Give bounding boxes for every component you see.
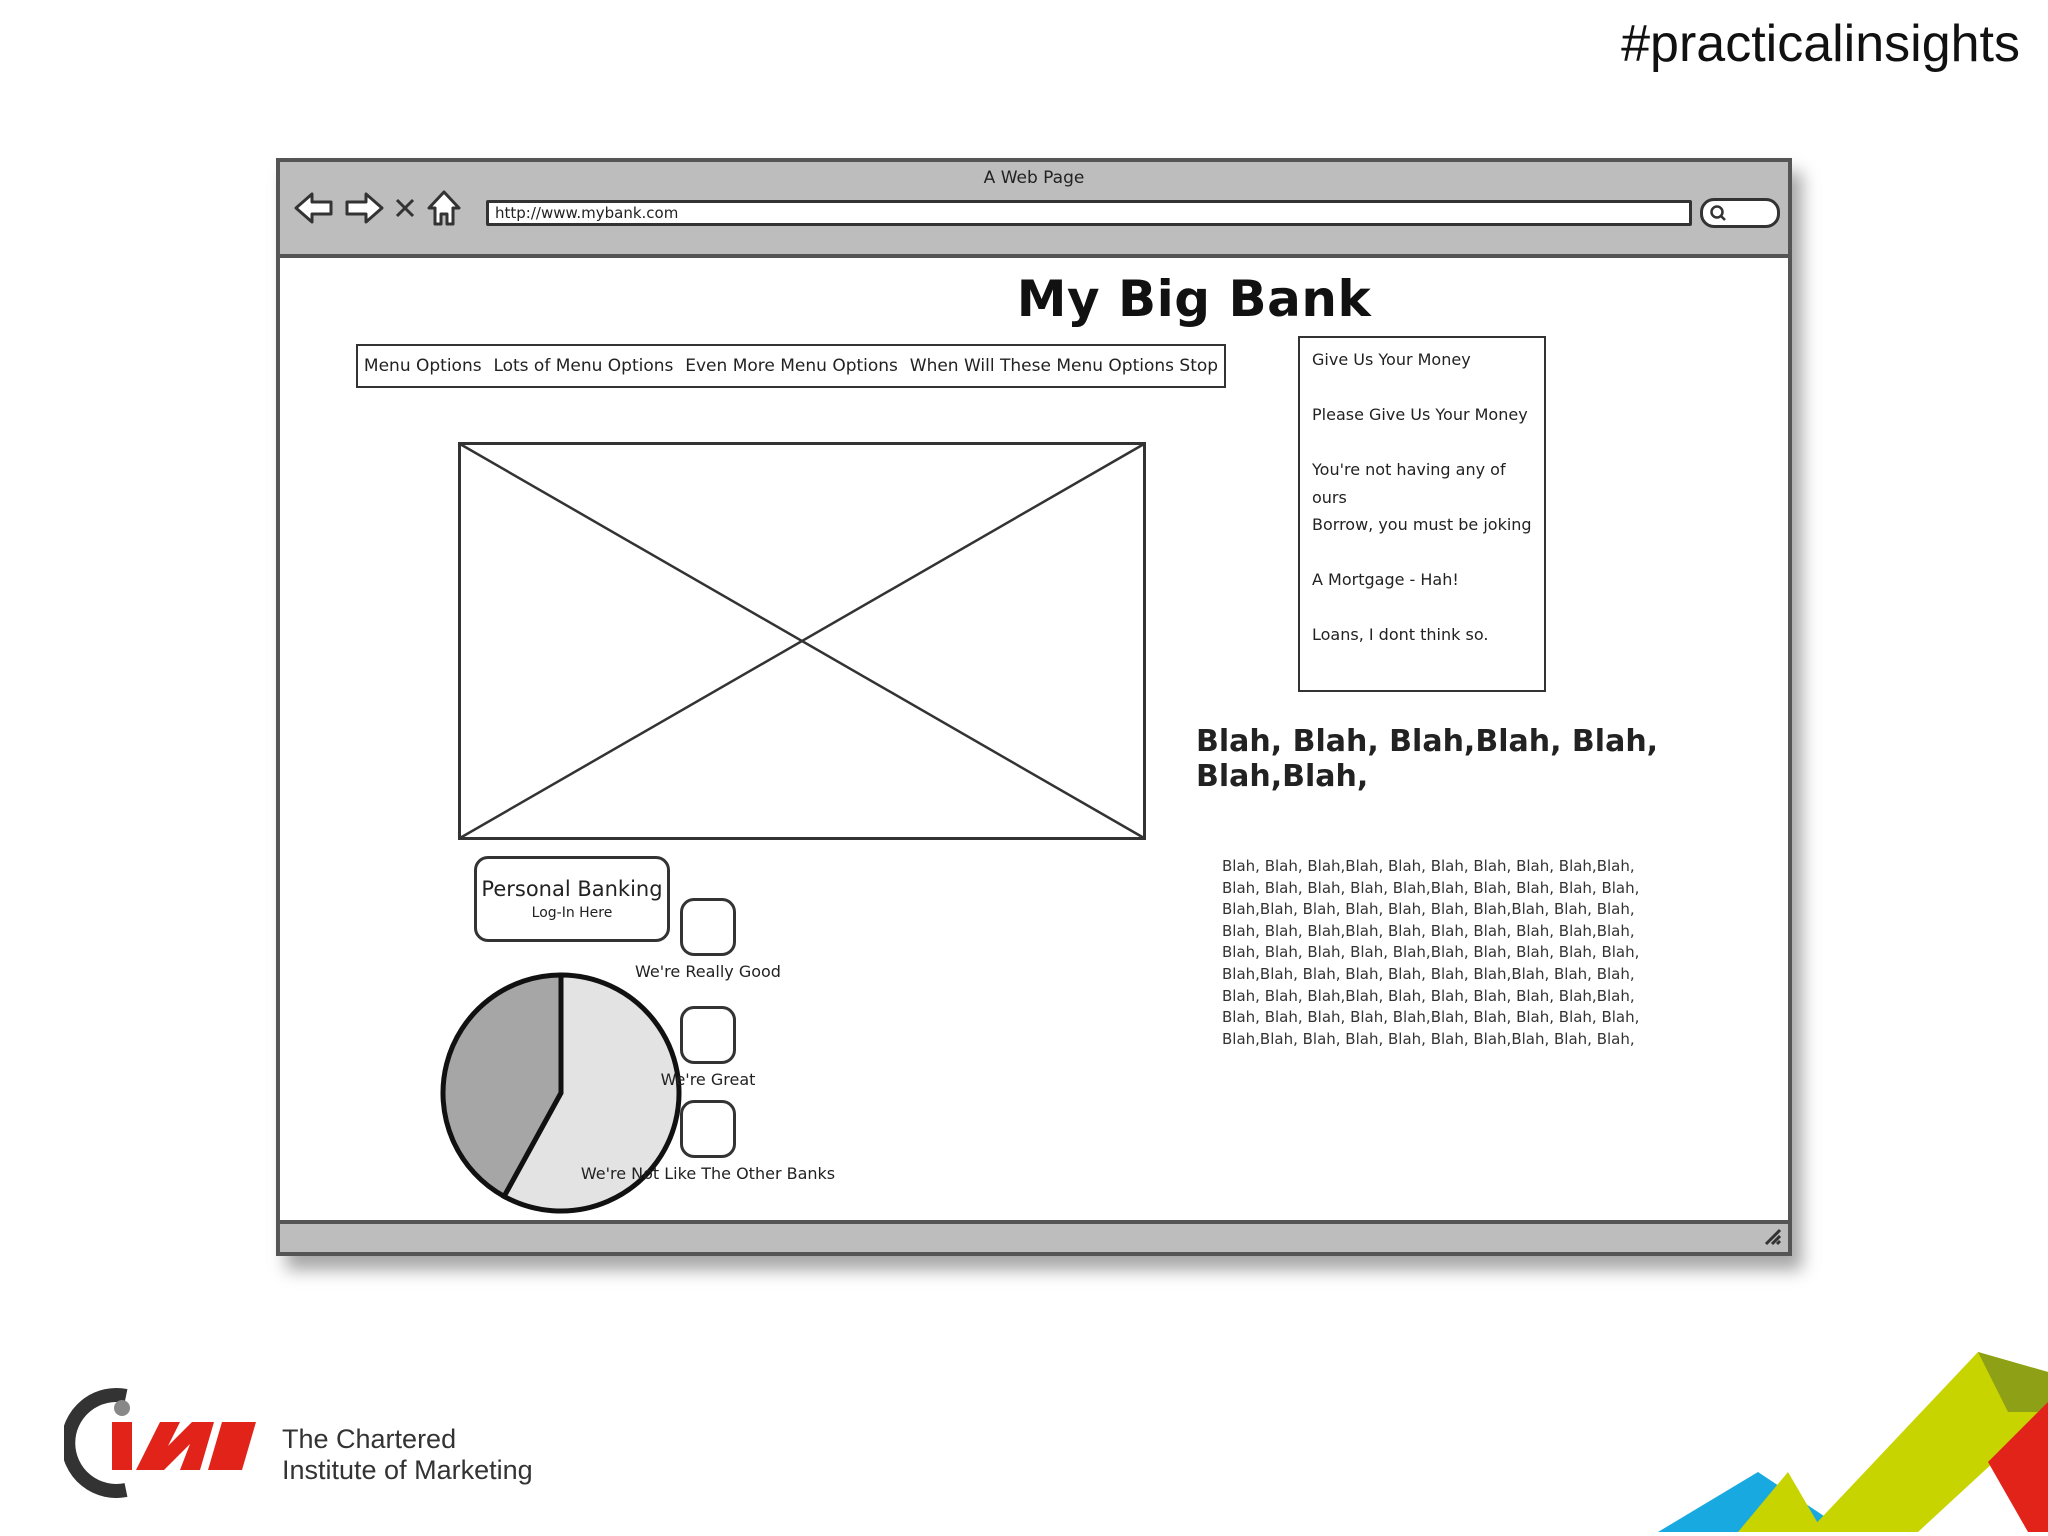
main-menu: [356, 344, 1226, 388]
browser-titlebar: [280, 162, 1788, 258]
browser-statusbar: [280, 1220, 1788, 1252]
login-title: Personal Banking: [481, 877, 663, 901]
menu-item-lots-of-options[interactable]: Lots of Menu Options: [493, 356, 674, 376]
paragraph-line: Blah, Blah, Blah, Blah, Blah,Blah, Blah, Blah, Blah, Blah,: [1222, 878, 1640, 897]
decorative-corner-shapes: [1588, 1352, 2048, 1536]
menu-item-options[interactable]: Menu Options: [363, 356, 482, 376]
forward-arrow-icon[interactable]: [344, 190, 384, 230]
address-bar[interactable]: http://www.mybank.com: [486, 200, 1692, 226]
side-link[interactable]: Give Us Your Money: [1312, 350, 1471, 369]
feature-not-like-other-banks: [558, 1100, 858, 1183]
side-link[interactable]: You're not having any of ours: [1312, 460, 1506, 507]
hashtag: #practicalinsights: [1621, 15, 2020, 73]
cim-logo: [64, 1386, 264, 1502]
cim-name-line2: Institute of Marketing: [282, 1455, 533, 1485]
menu-item-when-will-options-stop[interactable]: When Will These Menu Options Stop: [909, 356, 1219, 376]
paragraph-line: Blah, Blah, Blah,Blah, Blah, Blah, Blah, Blah, Blah,Blah,: [1222, 986, 1635, 1005]
feature-label: We're Great: [660, 1070, 756, 1089]
side-link[interactable]: Please Give Us Your Money: [1312, 405, 1528, 424]
menu-item-even-more-options[interactable]: Even More Menu Options: [685, 356, 898, 376]
window-title: A Web Page: [983, 168, 1085, 188]
cim-name: [282, 1424, 533, 1486]
close-icon[interactable]: [394, 196, 416, 224]
paragraph-line: Blah, Blah, Blah, Blah, Blah,Blah, Blah, Blah, Blah, Blah,: [1222, 943, 1640, 962]
content-heading: Blah, Blah, Blah,Blah, Blah, Blah,Blah,: [1196, 724, 1659, 794]
feature-great: [558, 1006, 858, 1089]
browser-search-field[interactable]: [1700, 198, 1780, 228]
back-arrow-icon[interactable]: [294, 190, 334, 230]
feature-label: We're Not Like The Other Banks: [580, 1164, 836, 1183]
hero-image-placeholder: [458, 442, 1146, 840]
home-icon[interactable]: [426, 189, 462, 231]
feature-label: We're Really Good: [635, 962, 781, 981]
side-links-panel: [1298, 336, 1546, 692]
paragraph-line: Blah,Blah, Blah, Blah, Blah, Blah, Blah,Blah, Blah, Blah,: [1222, 900, 1635, 919]
paragraph-line: Blah, Blah, Blah, Blah, Blah,Blah, Blah, Blah, Blah, Blah,: [1222, 1008, 1640, 1027]
side-link[interactable]: Borrow, you must be joking: [1312, 515, 1532, 534]
cim-name-line1: The Chartered: [282, 1424, 457, 1454]
feature-icon: [680, 1100, 736, 1158]
paragraph-line: Blah,Blah, Blah, Blah, Blah, Blah, Blah,Blah, Blah, Blah,: [1222, 964, 1635, 983]
side-link[interactable]: Loans, I dont think so.: [1312, 625, 1489, 644]
nav-icon-group: [294, 190, 462, 230]
paragraph-line: Blah, Blah, Blah,Blah, Blah, Blah, Blah, Blah, Blah,Blah,: [1222, 857, 1635, 875]
feature-icon: [680, 898, 736, 956]
feature-icon: [680, 1006, 736, 1064]
content-paragraph: [1222, 856, 1652, 1050]
browser-window: [276, 158, 1792, 1256]
site-title: My Big Bank: [1016, 270, 1372, 328]
feature-really-good: [558, 898, 858, 981]
resize-grip-icon[interactable]: [1762, 1226, 1782, 1250]
search-icon[interactable]: [1709, 204, 1727, 226]
side-link[interactable]: A Mortgage - Hah!: [1312, 570, 1459, 589]
paragraph-line: Blah, Blah, Blah,Blah, Blah, Blah, Blah, Blah, Blah,Blah,: [1222, 921, 1635, 940]
login-subtitle: Log-In Here: [531, 905, 613, 921]
paragraph-line: Blah,Blah, Blah, Blah, Blah, Blah, Blah,Blah, Blah, Blah,: [1222, 1029, 1635, 1048]
